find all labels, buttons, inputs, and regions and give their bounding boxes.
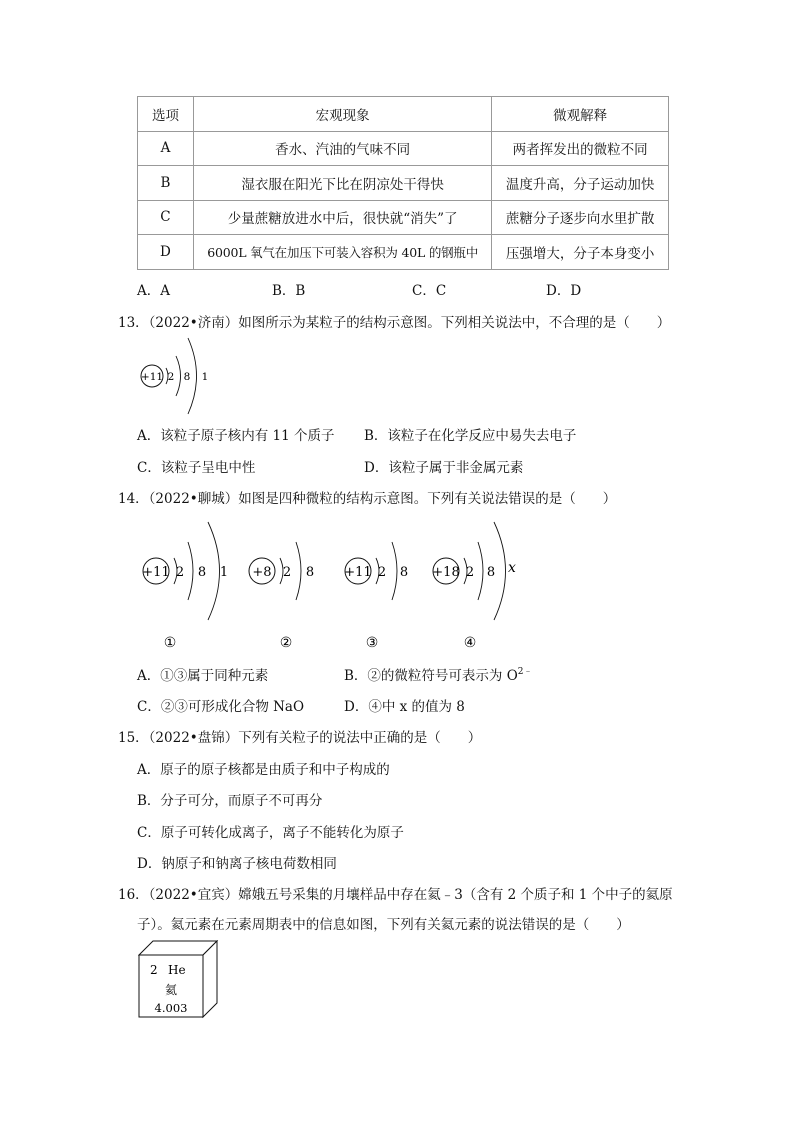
particle-diagram-3 [344, 542, 408, 651]
svg-text:+18: +18 [432, 565, 460, 580]
table-row [138, 131, 669, 166]
svg-text:8: 8 [399, 565, 409, 580]
option-b: B．该粒子在化学反应中易失去电子 [364, 428, 577, 444]
nucleus-charge: +11 [140, 371, 164, 383]
element-symbol: He [168, 963, 186, 977]
option-c: C．原子可转化成离子，离子不能转化为原子 [137, 825, 404, 841]
table-row [138, 200, 669, 235]
option-d: D．D [546, 283, 582, 299]
option-d: D．钠原子和钠离子核电荷数相同 [137, 856, 337, 872]
atom-diagram [136, 332, 216, 418]
table-cell: B [138, 166, 194, 201]
question-15-stem: 15．（2022•盘锦）下列有关粒子的说法中正确的是（ ） [118, 730, 482, 746]
charge-superscript: 2﹣ [517, 667, 533, 677]
option-a: A．①③属于同种元素 [137, 668, 269, 684]
table-row [138, 235, 669, 270]
table-cell: 香水、汽油的气味不同 [193, 131, 491, 166]
table-cell: 蔗糖分子逐步向水里扩散 [492, 200, 669, 235]
particle-label: ② [279, 635, 293, 651]
table-header-row [138, 97, 669, 132]
option-a: A．该粒子原子核内有 11 个质子 [137, 428, 335, 444]
table-cell: 6000L 氧气在加压下可装入容积为 40L 的钢瓶中 [193, 235, 491, 270]
svg-text:+8: +8 [252, 565, 272, 580]
svg-text:1: 1 [219, 565, 229, 580]
table-cell: A [138, 131, 194, 166]
table-cell: 少量蔗糖放进水中后，很快就“消失”了 [193, 200, 491, 235]
particle-diagram-4 [432, 522, 516, 651]
shell-electrons: 8 [183, 371, 191, 383]
svg-text:x: x [508, 560, 516, 576]
svg-text:2: 2 [175, 565, 185, 580]
option-c: C．②③可形成化合物 NaO [137, 699, 305, 715]
table-cell: C [138, 200, 194, 235]
svg-text:2: 2 [282, 565, 292, 580]
particle-label: ③ [365, 635, 379, 651]
option-a: A．原子的原子核都是由质子和中子构成的 [137, 762, 390, 778]
question-16-stem-line2: 子）。氦元素在元素周期表中的信息如图，下列有关氦元素的说法错误的是（ ） [137, 917, 630, 933]
option-b: B．②的微粒符号可表示为 $O^{2﹣}$ [344, 667, 533, 684]
table-cell: D [138, 235, 194, 270]
table-cell: 湿衣服在阳光下比在阴凉处干得快 [193, 166, 491, 201]
option-b: B．B [272, 283, 306, 299]
question-14-stem: 14．（2022•聊城）如图是四种微粒的结构示意图。下列有关说法错误的是（ ） [118, 491, 617, 507]
svg-text:2: 2 [465, 565, 475, 580]
option-d: D．④中 x 的值为 8 [344, 699, 465, 715]
svg-text:2: 2 [377, 565, 387, 580]
particle-label: ④ [463, 635, 477, 651]
option-b: B．分子可分，而原子不可再分 [137, 793, 323, 809]
svg-text:8: 8 [305, 565, 315, 580]
atomic-number: 2 [150, 963, 158, 977]
element-name: 氦 [164, 983, 178, 997]
option-c: C．C [412, 283, 447, 299]
particle-diagram-1 [142, 522, 228, 651]
question-13-stem: 13．（2022•济南）如图所示为某粒子的结构示意图。下列相关说法中，不合理的是（ ） [118, 315, 671, 331]
table-cell: 压强增大，分子本身变小 [492, 235, 669, 270]
question-16-stem-line1: 16．（2022•宜宾）嫦娥五号采集的月壤样品中存在氦﹣3（含有 2 个质子和 1 个中子的氦原 [118, 887, 673, 903]
table-header: 选项 [138, 97, 194, 132]
table-row [138, 166, 669, 201]
comparison-table [137, 96, 669, 270]
option-a: A．A [137, 283, 170, 299]
option-c: C．该粒子呈电中性 [137, 460, 256, 476]
table-cell: 两者挥发出的微粒不同 [492, 131, 669, 166]
atomic-mass: 4.003 [154, 1001, 188, 1015]
shell-electrons: 1 [201, 371, 209, 383]
svg-text:8: 8 [486, 565, 496, 580]
svg-text:8: 8 [197, 565, 207, 580]
particle-label: ① [163, 635, 177, 651]
shell-electrons: 2 [167, 371, 175, 383]
svg-text:+11: +11 [142, 565, 170, 580]
svg-text:+11: +11 [344, 565, 372, 580]
table-cell: 温度升高，分子运动加快 [492, 166, 669, 201]
table-header: 微观解释 [492, 97, 669, 132]
particle-diagram-2 [249, 542, 314, 651]
option-d: D．该粒子属于非金属元素 [364, 460, 524, 476]
four-particles-diagram [136, 518, 536, 656]
periodic-element-cell [138, 940, 222, 1020]
table-header: 宏观现象 [193, 97, 491, 132]
